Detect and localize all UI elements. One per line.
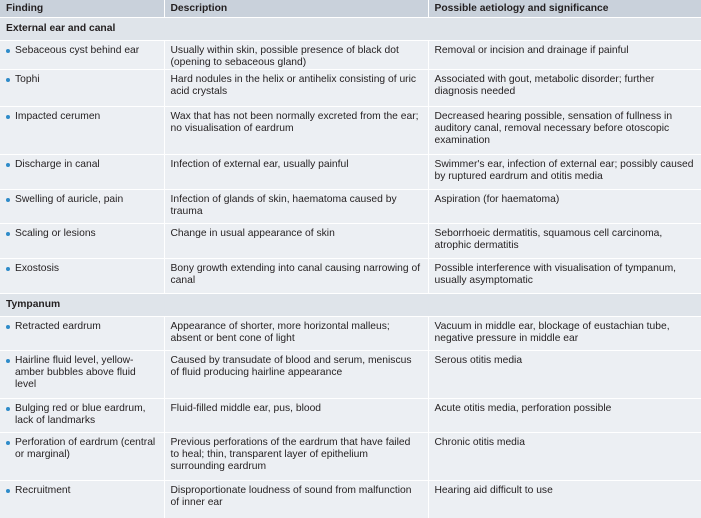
- description-cell: Appearance of shorter, more horizontal malleus; absent or bent cone of light: [164, 317, 428, 351]
- bullet-icon: [6, 441, 10, 445]
- header-aetiology: Possible aetiology and significance: [428, 0, 701, 18]
- finding-cell: [0, 259, 164, 294]
- table-row: [0, 433, 701, 481]
- finding-cell: [0, 41, 164, 70]
- description-cell: Wax that has not been normally excreted from the ear; no visualisation of eardrum: [164, 107, 428, 155]
- finding-cell: [0, 107, 164, 155]
- aetiology-cell: Serous otitis media: [428, 351, 701, 399]
- aetiology-cell: Possible interference with visualisation of tympanum, usually asymptomatic: [428, 259, 701, 294]
- table-row: [0, 107, 701, 155]
- finding-cell: [0, 351, 164, 399]
- finding-cell: [0, 155, 164, 190]
- table-row: [0, 41, 701, 70]
- finding-text: Retracted eardrum: [15, 321, 101, 332]
- finding-cell: [0, 224, 164, 259]
- aetiology-cell: Vacuum in middle ear, blockage of eustachian tube, negative pressure in middle ear: [428, 317, 701, 351]
- finding-text: Perforation of eardrum (central or marginal): [15, 437, 156, 460]
- bullet-icon: [6, 489, 10, 493]
- aetiology-cell: Hearing aid difficult to use: [428, 481, 701, 518]
- table-row: [0, 155, 701, 190]
- finding-text: Tophi: [15, 74, 40, 85]
- bullet-icon: [6, 325, 10, 329]
- aetiology-cell: Swimmer's ear, infection of external ear; possibly caused by ruptured eardrum and otitis media: [428, 155, 701, 190]
- table-row: [0, 351, 701, 399]
- section-title: Tympanum: [0, 294, 701, 317]
- finding-cell: [0, 399, 164, 433]
- bullet-icon: [6, 267, 10, 271]
- description-cell: Fluid-filled middle ear, pus, blood: [164, 399, 428, 433]
- table-row: [0, 190, 701, 224]
- section-title: External ear and canal: [0, 18, 701, 41]
- aetiology-cell: Aspiration (for haematoma): [428, 190, 701, 224]
- description-cell: Previous perforations of the eardrum that have failed to heal; thin, transparent layer of epithelium surrounding eardrum: [164, 433, 428, 481]
- finding-cell: [0, 433, 164, 481]
- header-description: Description: [164, 0, 428, 18]
- finding-text: Bulging red or blue eardrum, lack of landmarks: [15, 403, 146, 426]
- table-row: [0, 399, 701, 433]
- table-row: [0, 259, 701, 294]
- description-cell: Hard nodules in the helix or antihelix consisting of uric acid crystals: [164, 70, 428, 107]
- finding-text: Exostosis: [15, 263, 60, 274]
- description-cell: Change in usual appearance of skin: [164, 224, 428, 259]
- aetiology-cell: Decreased hearing possible, sensation of fullness in auditory canal, removal necessary before otoscopic examination: [428, 107, 701, 155]
- description-cell: Disproportionate loudness of sound from malfunction of inner ear: [164, 481, 428, 518]
- section-row-tympanum: [0, 294, 701, 317]
- finding-cell: [0, 317, 164, 351]
- finding-text: Hairline fluid level, yellow-amber bubbles above fluid level: [15, 355, 136, 390]
- bullet-icon: [6, 163, 10, 167]
- bullet-icon: [6, 232, 10, 236]
- aetiology-cell: Acute otitis media, perforation possible: [428, 399, 701, 433]
- finding-text: Discharge in canal: [15, 159, 100, 170]
- finding-cell: [0, 481, 164, 518]
- bullet-icon: [6, 198, 10, 202]
- header-finding: Finding: [0, 0, 164, 18]
- description-cell: Infection of external ear, usually painful: [164, 155, 428, 190]
- table-row: [0, 224, 701, 259]
- finding-text: Recruitment: [15, 485, 71, 496]
- aetiology-cell: Removal or incision and drainage if painful: [428, 41, 701, 70]
- finding-text: Swelling of auricle, pain: [15, 194, 124, 205]
- bullet-icon: [6, 78, 10, 82]
- finding-cell: [0, 190, 164, 224]
- finding-text: Impacted cerumen: [15, 111, 101, 122]
- aetiology-cell: Associated with gout, metabolic disorder; further diagnosis needed: [428, 70, 701, 107]
- finding-text: Scaling or lesions: [15, 228, 96, 239]
- description-cell: Usually within skin, possible presence of black dot (opening to sebaceous gland): [164, 41, 428, 70]
- description-cell: Infection of glands of skin, haematoma caused by trauma: [164, 190, 428, 224]
- description-cell: Caused by transudate of blood and serum, meniscus of fluid producing hairline appearance: [164, 351, 428, 399]
- aetiology-cell: Seborrhoeic dermatitis, squamous cell carcinoma, atrophic dermatitis: [428, 224, 701, 259]
- bullet-icon: [6, 359, 10, 363]
- header-row: [0, 0, 701, 18]
- finding-cell: [0, 70, 164, 107]
- table-row: [0, 70, 701, 107]
- description-cell: Bony growth extending into canal causing narrowing of canal: [164, 259, 428, 294]
- bullet-icon: [6, 407, 10, 411]
- bullet-icon: [6, 115, 10, 119]
- finding-text: Sebaceous cyst behind ear: [15, 45, 140, 56]
- bullet-icon: [6, 49, 10, 53]
- aetiology-cell: Chronic otitis media: [428, 433, 701, 481]
- table-row: [0, 317, 701, 351]
- section-row-external-ear: [0, 18, 701, 41]
- table-row: [0, 481, 701, 518]
